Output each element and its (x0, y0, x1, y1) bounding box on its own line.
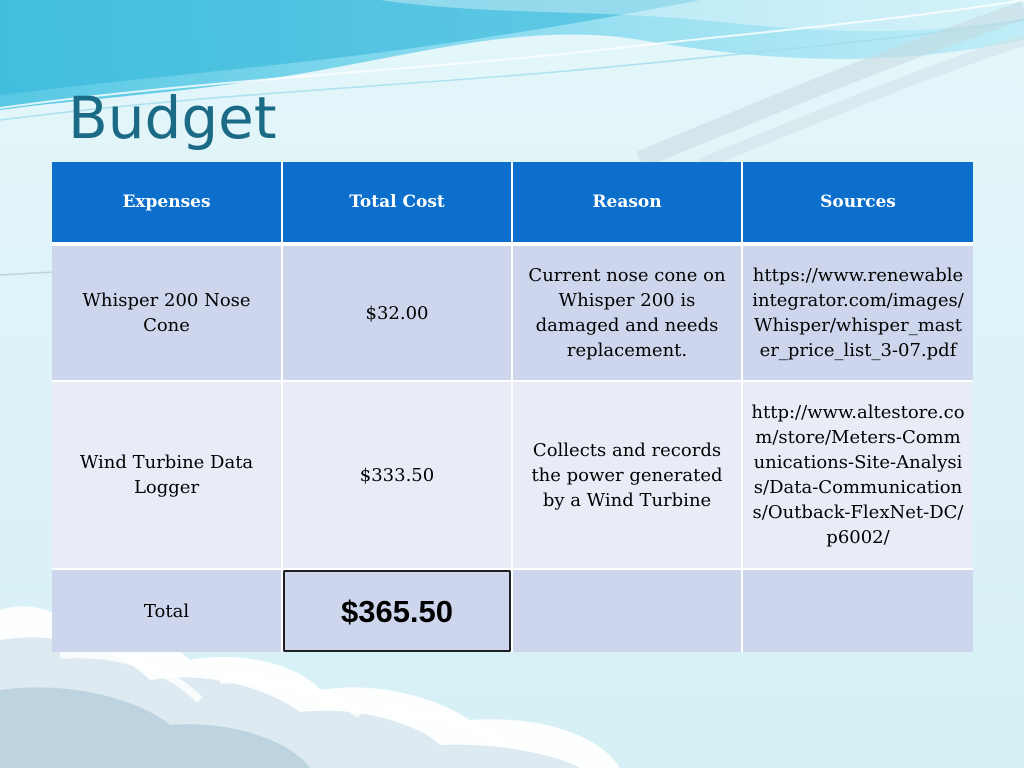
table-row (52, 244, 973, 381)
total-label: Total (52, 569, 282, 652)
expense-cell: Wind Turbine Data Logger (52, 381, 282, 569)
total-row (52, 569, 973, 652)
slide-title: Budget (68, 84, 277, 152)
header-sources: Sources (742, 162, 973, 244)
cost-cell: $32.00 (282, 244, 512, 381)
header-total-cost: Total Cost (282, 162, 512, 244)
table-header-row (52, 162, 973, 244)
cost-cell: $333.50 (282, 381, 512, 569)
header-reason: Reason (512, 162, 742, 244)
header-expenses: Expenses (52, 162, 282, 244)
empty-source-cell (742, 569, 973, 652)
reason-cell: Current nose cone on Whisper 200 is damaged and needs replacement. (512, 244, 742, 381)
table-row (52, 381, 973, 569)
total-value-box: $365.50 (283, 570, 511, 652)
expense-cell: Whisper 200 Nose Cone (52, 244, 282, 381)
source-cell: https://www.renewableintegrator.com/images/Whisper/whisper_master_price_list_3-07.pdf (742, 244, 973, 381)
budget-table (52, 162, 973, 652)
reason-cell: Collects and records the power generated by a Wind Turbine (512, 381, 742, 569)
empty-reason-cell (512, 569, 742, 652)
total-cost-cell (282, 569, 512, 652)
source-cell: http://www.altestore.com/store/Meters-Communications-Site-Analysis/Data-Communications/Outback-FlexNet-DC/p6002/ (742, 381, 973, 569)
